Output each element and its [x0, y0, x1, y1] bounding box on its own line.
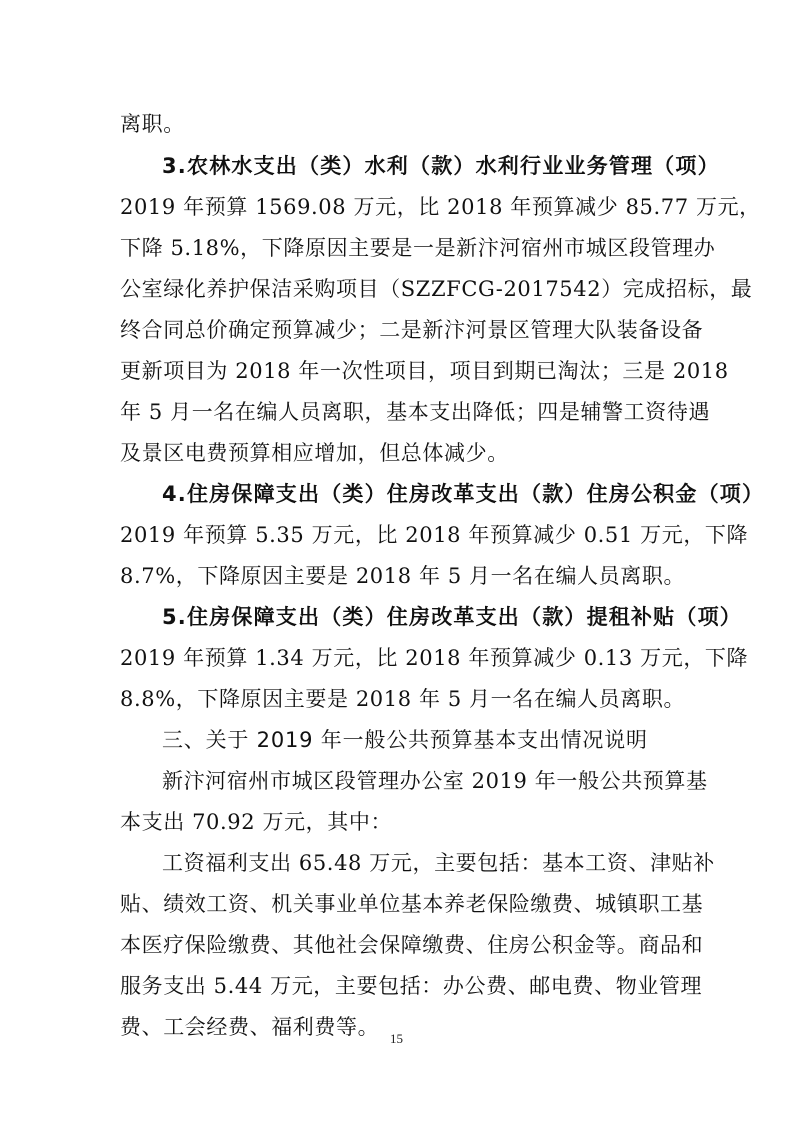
text-line: 贴、绩效工资、机关事业单位基本养老保险缴费、城镇职工基 [120, 892, 704, 916]
text-line: 8.8%，下降原因主要是 2018 年 5 月一名在编人员离职。 [120, 687, 686, 711]
subheading-rent-subsidy: 5.住房保障支出（类）住房改革支出（款）提租补贴（项） [162, 605, 742, 629]
text-line: 更新项目为 2018 年一次性项目，项目到期已淘汰；三是 2018 [120, 359, 729, 383]
text-line: 公室绿化养护保洁采购项目（SZZFCG-2017542）完成招标，最 [120, 277, 753, 301]
text-line: 2019 年预算 1569.08 万元，比 2018 年预算减少 85.77 万元， [120, 195, 761, 219]
text-line: 离职。 [120, 112, 185, 136]
text-line: 8.7%，下降原因主要是 2018 年 5 月一名在编人员离职。 [120, 564, 686, 588]
section-heading-basic-expenditure: 三、关于 2019 年一般公共预算基本支出情况说明 [162, 728, 648, 752]
text-line: 服务支出 5.44 万元，主要包括：办公费、邮电费、物业管理 [120, 974, 703, 998]
text-line: 下降 5.18%，下降原因主要是一是新汴河宿州市城区段管理办 [120, 236, 716, 260]
text-line: 终合同总价确定预算减少；二是新汴河景区管理大队装备设备 [120, 318, 704, 342]
subheading-agriculture-water: 3.农林水支出（类）水利（款）水利行业业务管理（项） [162, 154, 720, 178]
text-line: 2019 年预算 1.34 万元，比 2018 年预算减少 0.13 万元，下降 [120, 646, 749, 670]
text-line: 2019 年预算 5.35 万元，比 2018 年预算减少 0.51 万元，下降 [120, 523, 749, 547]
text-line: 新汴河宿州市城区段管理办公室 2019 年一般公共预算基 [162, 769, 708, 793]
text-line: 工资福利支出 65.48 万元，主要包括：基本工资、津贴补 [162, 851, 715, 875]
text-line: 本支出 70.92 万元，其中： [120, 810, 393, 834]
text-line: 及景区电费预算相应增加，但总体减少。 [120, 441, 509, 465]
subheading-housing-fund: 4.住房保障支出（类）住房改革支出（款）住房公积金（项） [162, 482, 765, 506]
text-line: 本医疗保险缴费、其他社会保障缴费、住房公积金等。商品和 [120, 933, 704, 957]
page-number: 15 [390, 1031, 403, 1046]
text-line: 年 5 月一名在编人员离职，基本支出降低；四是辅警工资待遇 [120, 400, 711, 424]
text-line: 费、工会经费、福利费等。 [120, 1015, 380, 1039]
